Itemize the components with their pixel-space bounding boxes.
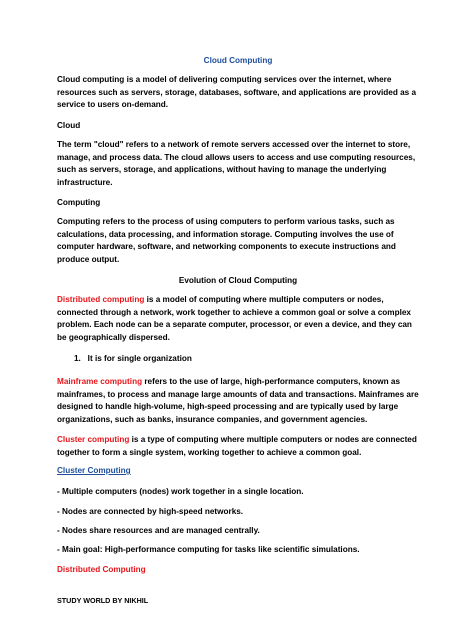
bullet-item: - Nodes share resources and are managed centrally. [57, 526, 260, 535]
intro-paragraph: Cloud computing is a model of delivering computing services over the internet, where resources such as servers, storage, databases, software, and applications are provided as a service to users on-demand. [57, 75, 417, 110]
mainframe-term: Mainframe computing [57, 377, 143, 386]
bullet-item: - Main goal: High-performance computing for tasks like scientific simulations. [57, 545, 360, 554]
doc-title: Cloud Computing [203, 56, 273, 65]
evolution-heading: Evolution of Cloud Computing [178, 276, 298, 285]
computing-paragraph: Computing refers to the process of using computers to perform various tasks, such as calculations, data processing, and information storage. Computing involves the use of computer hardware, software, and networking components to execute instructions and produce output. [57, 217, 396, 264]
bullet-item: - Nodes are connected by high-speed networks. [57, 507, 244, 516]
distributed-computing-heading: Distributed Computing [57, 565, 146, 574]
cluster-computing-heading: Cluster Computing [57, 466, 131, 475]
computing-heading: Computing [57, 198, 101, 207]
cluster-paragraph [57, 434, 419, 459]
list-number: 1. [74, 354, 81, 363]
page-footer: STUDY WORLD BY NIKHIL [57, 596, 149, 605]
distributed-term: Distributed computing [57, 295, 145, 304]
cloud-heading: Cloud [57, 121, 81, 130]
cluster-term: Cluster computing [57, 435, 130, 444]
list-item-text: It is for single organization [87, 354, 192, 363]
mainframe-paragraph [57, 376, 419, 426]
distributed-text: is a model of computing where multiple computers or nodes, connected through a network, work together to achieve a common goal or solve a complex problem. Each node can be a separate computer, processor, or even a device, and they can be geographically dispersed. [57, 295, 412, 342]
bullet-item: - Multiple computers (nodes) work together in a single location. [57, 487, 304, 496]
mainframe-text: refers to the use of large, high-performance computers, known as mainframes, to process and manage large amounts of data and transactions. Mainframes are designed to handle high-volume, high-speed processing and are typically used by large organizations, such as banks, insurance companies, and government agencies. [57, 377, 419, 424]
cluster-text: is a type of computing where multiple computers or nodes are connected together to form a single system, working together to achieve a common goal. [57, 435, 417, 457]
cloud-paragraph: The term "cloud" refers to a network of remote servers accessed over the internet to store, manage, and process data. The cloud allows users to access and use computing resources, such as servers, storage, and applications, without having to manage the underlying infrastructure. [57, 140, 416, 187]
list-item [74, 353, 414, 366]
distributed-paragraph [57, 294, 419, 344]
